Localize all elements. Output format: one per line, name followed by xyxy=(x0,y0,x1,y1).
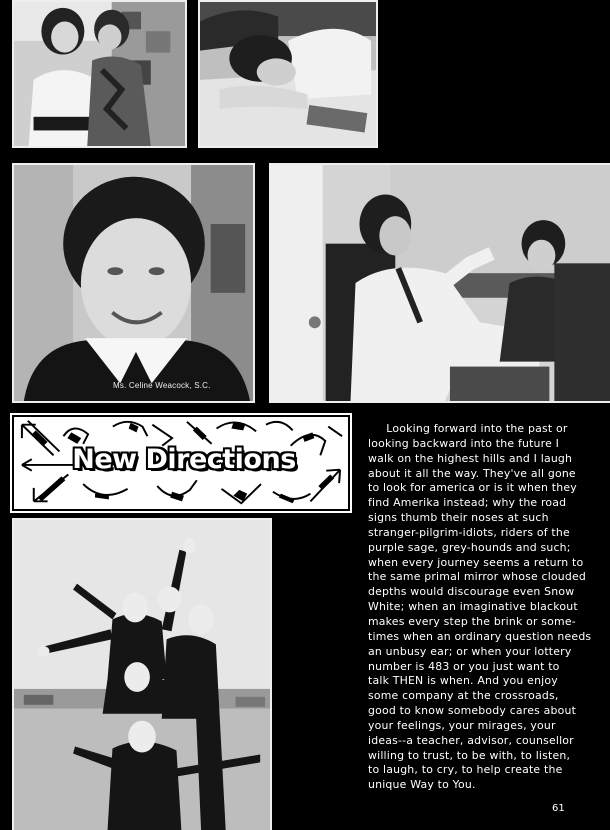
body-text-line: stranger-pilgrim-idiots, riders of the xyxy=(368,525,570,539)
body-text-line: walk on the highest hills and I laugh xyxy=(368,451,573,465)
body-text-line: Looking forward into the past or xyxy=(368,422,568,435)
body-text-line: find Amerika instead; why the road xyxy=(368,496,567,510)
photo-students-pyramid xyxy=(12,518,272,830)
body-text-line: willing to trust, to be with, to listen, xyxy=(368,748,571,762)
body-text-line: talk THEN is when. And you enjoy xyxy=(368,674,558,688)
body-text-line: about it all the way. They've all gone xyxy=(368,466,576,480)
body-text-line: to laugh, to cry, to help create the xyxy=(368,763,563,777)
body-text-line: your feelings, your mirages, your xyxy=(368,718,556,732)
body-text-line: some company at the crossroads, xyxy=(368,689,559,703)
photo-teacher-talking xyxy=(269,163,610,403)
body-text-line: signs thumb their noses at such xyxy=(368,511,549,525)
body-text-line: an unbusy ear; or when your lottery xyxy=(368,644,572,658)
body-text-line: unique Way to You. xyxy=(368,778,476,792)
banner-title: New Directions xyxy=(72,444,296,475)
body-text-line: purple sage, grey-hounds and such; xyxy=(368,540,571,554)
body-text-line: makes every step the brink or some- xyxy=(368,614,576,628)
body-text-line: depths would discourage even Snow xyxy=(368,585,575,599)
photo-student-at-desk xyxy=(198,0,378,148)
page-number: 61 xyxy=(552,803,565,814)
body-text-line: number is 483 or you just want to xyxy=(368,659,560,673)
body-text xyxy=(368,422,600,793)
new-directions-banner xyxy=(12,415,350,511)
body-text-line: White; when an imaginative blackout xyxy=(368,600,578,614)
body-text-line: when every journey seems a return to xyxy=(368,555,584,569)
body-text-line: looking backward into the future I xyxy=(368,436,560,450)
body-text-line: times when an ordinary question needs xyxy=(368,629,592,643)
photo-two-students xyxy=(12,0,187,148)
body-text-line: ideas--a teacher, advisor, counsellor xyxy=(368,733,574,747)
photo-caption: Ms. Celine Weacock, S.C. xyxy=(113,381,211,390)
photo-portrait-sister xyxy=(12,163,255,403)
body-text-line: the same primal mirror whose clouded xyxy=(368,570,587,584)
body-text-line: to look for america or is it when they xyxy=(368,481,577,495)
body-text-line: good to know somebody cares about xyxy=(368,704,577,718)
